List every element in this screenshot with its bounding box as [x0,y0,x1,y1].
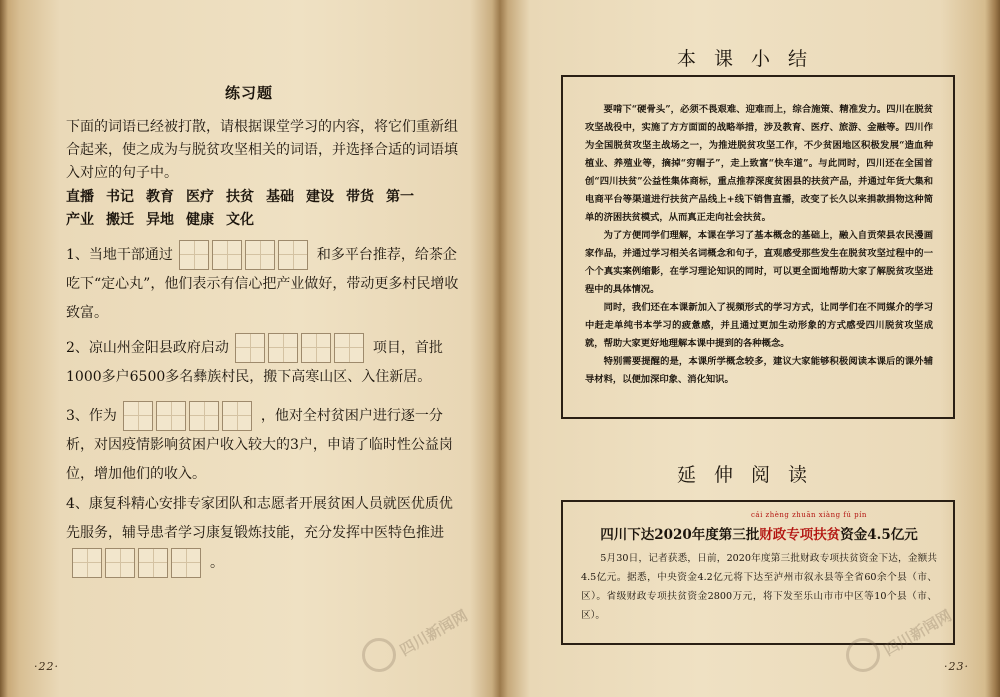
news-title-prefix: 四川下达2020年度第三批 [600,527,760,543]
answer-cell[interactable] [268,333,298,363]
answer-cell[interactable] [222,401,252,431]
answer-boxes-4[interactable] [72,548,204,578]
summary-paragraph: 为了方便同学们理解，本课在学习了基本概念的基础上，融入自贡荣县农民漫画家作品，并通过学习相关名词概念和句子，直观感受那些发生在脱贫攻坚过程中的一个个真实案例缩影，在学习理论知识的同时，可以更全面地帮助大家了解脱贫攻坚进程中的具体情况。 [585,230,933,295]
answer-cell[interactable] [189,401,219,431]
answer-cell[interactable] [171,548,201,578]
word-bank-item: 文化 [226,212,254,228]
news-body: 5月30日，记者获悉，日前，2020年度第三批财政专项扶贫资金下达，金额共4.5亿元。据悉，中央资金4.2亿元将下达至泸州市叙永县等全省60余个县（市、区）。省级财政专项扶贫资金2800万元，将下发至乐山市市中区等10个县（市、区）。 [581,553,937,621]
right-page [502,0,1000,697]
word-bank-item: 带货 [346,189,374,205]
word-bank-item: 异地 [146,212,174,228]
answer-cell[interactable] [123,401,153,431]
word-bank-item: 基础 [266,189,294,205]
left-page [0,0,498,697]
answer-cell[interactable] [179,240,209,270]
answer-cell[interactable] [235,333,265,363]
summary-paragraph: 特别需要提醒的是，本课所学概念较多，建议大家能够积极阅读本课后的课外辅导材料，以便加深印象、消化知识。 [585,356,933,385]
watermark-left: 四川新闻网 [396,606,471,660]
answer-cell[interactable] [138,548,168,578]
answer-boxes-3[interactable] [123,401,255,431]
watermark-logo-icon [846,638,880,672]
question-3-text-b: ，他对全村贫困户进行逐一分析，对因疫情影响贫困户收入较大的3户，申请了临时性公益岗位，增加他们的收入。 [66,408,453,482]
word-bank-line-2 [66,209,460,232]
word-bank-item: 扶贫 [226,189,254,205]
question-1 [66,240,464,328]
news-title-pinyin: cái zhèng zhuān xiàng fú pín [751,511,867,519]
page-number-left: ·22· [34,660,59,673]
answer-cell[interactable] [301,333,331,363]
word-bank-item: 搬迁 [106,212,134,228]
word-bank-item: 产业 [66,212,94,228]
question-4-text-a: 4、康复科精心安排专家团队和志愿者开展贫困人员就医优质优先服务，辅导患者学习康复锻炼技能，充分发挥中医特色推进 [66,496,453,541]
extended-reading-box [561,500,955,645]
answer-cell[interactable] [278,240,308,270]
question-2 [66,333,464,392]
answer-cell[interactable] [245,240,275,270]
word-bank-item: 医疗 [186,189,214,205]
news-title-highlight: 财政专项扶贫 [759,527,841,543]
word-bank-item: 教育 [146,189,174,205]
question-4 [66,490,464,578]
word-bank [66,186,460,232]
word-bank-line-1 [66,186,460,209]
question-2-text-b: 项目，首批1000多户6500多名彝族村民，搬下高寒山区、入住新居。 [66,340,443,385]
word-bank-item: 第一 [386,189,414,205]
question-3-text-a: 3、作为 [66,408,117,424]
answer-cell[interactable] [212,240,242,270]
exercise-intro: 下面的词语已经被打散，请根据课堂学习的内容，将它们重新组合起来，使之成为与脱贫攻坚相关的词语，并选择合适的词语填入对应的句子中。 [66,119,458,181]
watermark-logo-icon [362,638,396,672]
question-4-text-b: 。 [210,555,224,571]
answer-cell[interactable] [156,401,186,431]
answer-boxes-1[interactable] [179,240,311,270]
watermark-right: 四川新闻网 [880,606,955,660]
word-bank-item: 建设 [306,189,334,205]
news-title-suffix: 资金4.5亿元 [840,527,918,543]
word-bank-item: 书记 [106,189,134,205]
question-1-text-b: 和多平台推荐，给茶企吃下“定心丸”，他们表示有信心把产业做好，带动更多村民增收致富。 [66,247,459,321]
summary-title: 本课小结 [676,48,825,70]
answer-cell[interactable] [105,548,135,578]
answer-boxes-2[interactable] [235,333,367,363]
page-number-right: ·23· [944,660,969,673]
news-title [581,511,937,543]
word-bank-item: 直播 [66,189,94,205]
answer-cell[interactable] [72,548,102,578]
summary-paragraph: 同时，我们还在本课新加入了视频形式的学习方式，让同学们在不同媒介的学习中赶走单纯书本学习的疲惫感，并且通过更加生动形象的方式感受四川脱贫攻坚成就，帮助大家更好地理解本课中提到的各种概念。 [585,302,933,349]
question-1-text-a: 1、当地干部通过 [66,247,173,263]
summary-box [561,75,955,419]
answer-cell[interactable] [334,333,364,363]
question-3 [66,401,464,489]
summary-paragraph: 要啃下“硬骨头”，必须不畏艰难、迎难而上，综合施策、精准发力。四川在脱贫攻坚战役中，实施了方方面面的战略举措，涉及教育、医疗、旅游、金融等。四川作为全国脱贫攻坚主战场之一，为推进脱贫攻坚工作，不少贫困地区积极发展“造血种植业、养殖业等，摘掉“穷帽子”，走上致富“快车道”。与此同时，四川还在全国首创“四川扶贫”公益性集体商标，重点推荐深度贫困县的扶贫产品，并通过年货大集和电商平台等渠道进行扶贫产品线上+线下销售直播，改变了长久以来捐款捐物这种简单的济困扶贫模式，从而真正走向社会扶贫。 [585,104,933,223]
exercise-title: 练习题 [224,84,273,102]
word-bank-item: 健康 [186,212,214,228]
question-2-text-a: 2、凉山州金阳县政府启动 [66,340,229,356]
extended-reading-title: 延伸阅读 [676,464,825,486]
